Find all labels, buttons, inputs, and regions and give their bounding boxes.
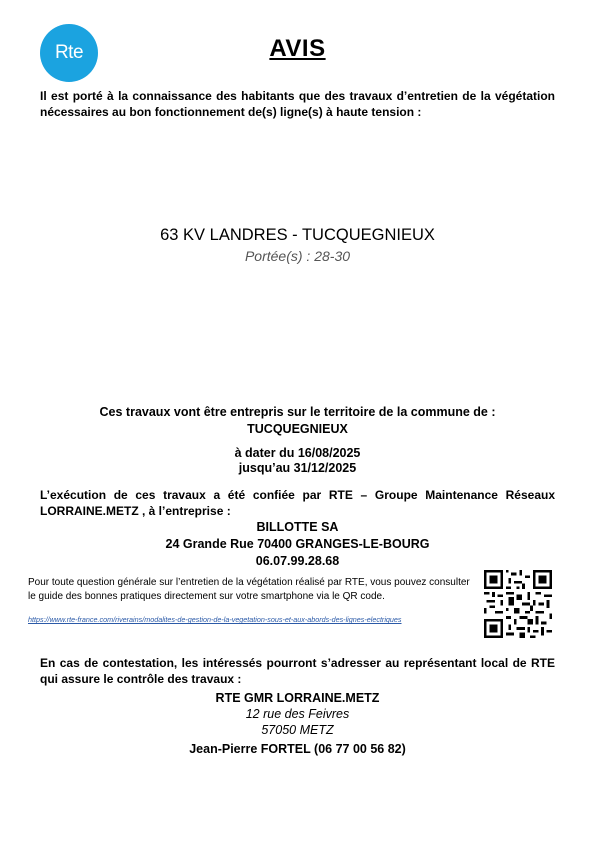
territory-text: Ces travaux vont être entrepris sur le territoire de la commune de :	[99, 405, 496, 419]
company-address: 24 Grande Rue 70400 GRANGES-LE-BOURG	[165, 537, 430, 551]
contact-org: RTE GMR LORRAINE.METZ	[215, 691, 380, 705]
company-name: BILLOTTE SA	[256, 520, 339, 534]
qr-code[interactable]	[484, 570, 552, 638]
rte-logo: Rte	[40, 24, 98, 82]
contestation-paragraph: En cas de contestation, les intéressés pourront s’adresser au représentant local de RTE qui assure le contrôle des travaux :	[40, 656, 555, 686]
contact-street: 12 rue des Feivres	[245, 707, 350, 721]
guide-link[interactable]: https://www.rte-france.com/riverains/modalites-de-gestion-de-la-vegetation-sous-et-aux-abords-des-lignes-electriques	[28, 615, 402, 624]
contact-person: Jean-Pierre FORTEL (06 77 00 56 82)	[189, 742, 406, 756]
contact-city: 57050 METZ	[261, 723, 334, 737]
commune-name: TUCQUEGNIEUX	[247, 422, 348, 436]
qr-info-text: Pour toute question générale sur l’entretien de la végétation réalisé par RTE, vous pouvez consulter le guide des bonnes pratiques directement sur votre smartphone via le QR code.	[28, 577, 470, 602]
page-title: AVIS	[269, 35, 326, 62]
line-name: 63 KV LANDRES - TUCQUEGNIEUX	[160, 226, 435, 244]
company-phone: 06.07.99.28.68	[255, 554, 340, 568]
date-to: jusqu’au 31/12/2025	[238, 461, 357, 475]
spans-label: Portée(s) : 28-30	[244, 248, 351, 264]
execution-paragraph: L’exécution de ces travaux a été confiée par RTE – Groupe Maintenance Réseaux LORRAINE.METZ , à l’entreprise :	[40, 488, 555, 518]
intro-paragraph: Il est porté à la connaissance des habitants que des travaux d’entretien de la végétation nécessaires au bon fonctionnement de(s) ligne(s) à haute tension :	[40, 89, 555, 119]
date-from: à dater du 16/08/2025	[234, 446, 361, 460]
